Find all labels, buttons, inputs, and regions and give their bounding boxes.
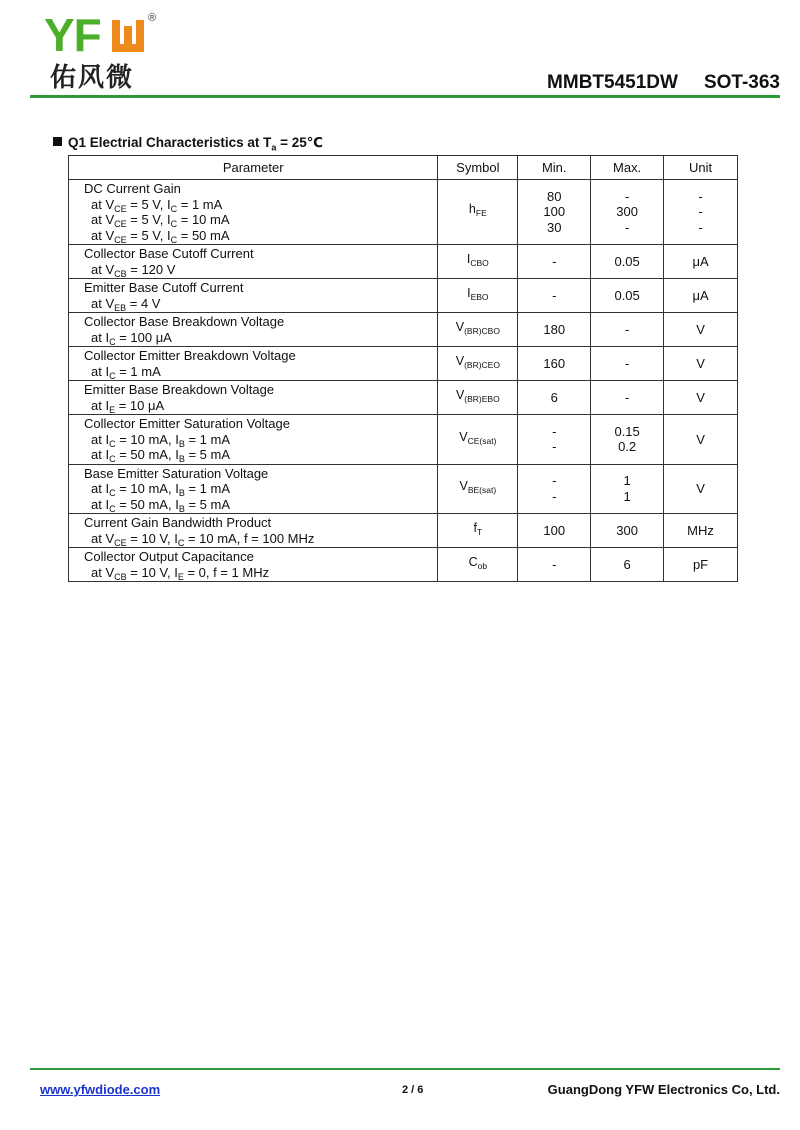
symbol-cell: $V_{CE(sat)}$: [438, 415, 518, 465]
parameter-condition: at $V_{CE} = 10$ V, $I_C = 10$ mA, f = 100 MHz: [91, 530, 315, 548]
parameter-condition: at $V_{CE} = 5$ V, $I_C = 10$ mA: [91, 212, 230, 229]
unit-value: V: [696, 481, 705, 496]
page-number: 2 / 6: [402, 1084, 424, 1096]
min-value: 100: [543, 204, 566, 220]
table-row: [69, 381, 738, 415]
unit-cell: [664, 514, 738, 548]
parameter-condition: at $V_{CE} = 5$ V, $I_C = 50$ mA: [91, 227, 230, 245]
unit-value: V: [696, 321, 705, 337]
header-divider: [30, 95, 780, 98]
parameter-name: Collector Output Capacitance: [84, 549, 254, 564]
max-value: 0.15: [614, 423, 640, 439]
min-cell: [518, 279, 591, 313]
max-value: -: [624, 321, 630, 337]
part-number: MMBT5451DW: [547, 72, 678, 93]
min-cell: [518, 415, 591, 465]
unit-cell: [664, 279, 738, 313]
parameter-name: Current Gain Bandwidth Product: [84, 515, 272, 530]
unit-cell: [664, 180, 738, 245]
max-cell: [591, 381, 664, 415]
unit-value: V: [696, 431, 705, 447]
symbol-cell: $V_{(BR)CEO}$: [438, 347, 518, 381]
max-value: 0.2: [618, 439, 637, 455]
unit-cell: [664, 415, 738, 465]
max-cell: [591, 415, 664, 465]
parameter-cell: [69, 464, 438, 514]
parameter-name: Emitter Base Breakdown Voltage: [84, 382, 275, 397]
min-value: 180: [543, 321, 566, 337]
max-value: -: [624, 355, 630, 371]
min-value: -: [552, 439, 557, 455]
max-cell: [591, 279, 664, 313]
unit-cell: [664, 347, 738, 381]
min-value: -: [552, 556, 557, 572]
min-cell: [518, 514, 591, 548]
min-cell: [518, 548, 591, 582]
parameter-cell: [69, 245, 438, 279]
min-cell: [518, 313, 591, 347]
parameter-name: Collector Base Breakdown Voltage: [84, 314, 285, 329]
parameter-condition: at $I_C = 1$ mA: [91, 363, 161, 381]
min-value: -: [552, 488, 557, 504]
max-cell: [591, 180, 664, 245]
parameter-name: Emitter Base Cutoff Current: [84, 280, 244, 295]
unit-value: -: [698, 219, 703, 235]
max-cell: [591, 245, 664, 279]
min-cell: [518, 245, 591, 279]
min-cell: [518, 464, 591, 514]
parameter-cell: [69, 313, 438, 347]
max-value: 300: [616, 522, 638, 538]
max-value: 1: [623, 488, 631, 504]
parameter-condition: at $I_C = 50$ mA, $I_B = 5$ mA: [91, 496, 230, 514]
unit-value: pF: [692, 556, 709, 572]
website-link[interactable]: www.yfwdiode.com: [40, 1082, 161, 1097]
max-value: -: [624, 188, 630, 204]
bullet-square-icon: [53, 137, 62, 146]
max-cell: [591, 514, 664, 548]
unit-cell: [664, 313, 738, 347]
company-logo: [44, 9, 174, 93]
logo-w-mark: [110, 20, 146, 54]
symbol-cell: $V_{(BR)CBO}$: [438, 313, 518, 347]
symbol-cell: $I_{EBO}$: [438, 279, 518, 313]
header-symbol: Symbol: [438, 156, 518, 180]
table-row: [69, 464, 738, 514]
max-cell: [591, 347, 664, 381]
parameter-name: Collector Emitter Saturation Voltage: [84, 416, 290, 431]
max-value: -: [624, 389, 630, 405]
min-value: 80: [547, 188, 562, 204]
parameter-condition: at $I_C = 10$ mA, $I_B = 1$ mA: [91, 481, 230, 498]
table-row: [69, 548, 738, 582]
max-value: 0.05: [614, 253, 640, 269]
parameter-condition: at $V_{CB} = 10$ V, $I_E = 0$, f = 1 MHz: [91, 564, 270, 582]
header-min: Min.: [518, 156, 591, 180]
symbol-cell: $f_T$: [438, 514, 518, 548]
symbol-cell: $I_{CBO}$: [438, 245, 518, 279]
min-cell: [518, 381, 591, 415]
parameter-name: Collector Emitter Breakdown Voltage: [84, 348, 296, 363]
unit-value: μA: [692, 253, 709, 269]
parameter-condition: at $I_C = 50$ mA, $I_B = 5$ mA: [91, 447, 230, 464]
header-unit: Unit: [664, 156, 738, 180]
unit-value: MHz: [687, 522, 714, 538]
symbol-cell: $V_{BE(sat)}$: [438, 464, 518, 514]
min-cell: [518, 347, 591, 381]
unit-cell: [664, 245, 738, 279]
min-value: 160: [543, 355, 566, 371]
unit-cell: [664, 381, 738, 415]
max-cell: [591, 464, 664, 514]
min-value: -: [552, 287, 557, 303]
parameter-cell: [69, 381, 438, 415]
unit-cell: [664, 548, 738, 582]
parameter-cell: [69, 415, 438, 465]
min-value: -: [552, 473, 557, 489]
header-parameter: Parameter: [69, 156, 438, 180]
unit-value: -: [698, 204, 703, 220]
table-body: [69, 180, 738, 582]
parameter-condition: at $V_{CB} = 120$ V: [91, 261, 176, 279]
parameter-condition: at $I_C = 10$ mA, $I_B = 1$ mA: [91, 431, 230, 449]
table-row: [69, 279, 738, 313]
max-value: 0.05: [614, 287, 640, 303]
footer-divider: [30, 1068, 780, 1070]
parameter-condition: at $V_{CE} = 5$ V, $I_C = 1$ mA: [91, 196, 223, 214]
unit-value: V: [696, 355, 705, 371]
table-row: [69, 180, 738, 245]
table-row: [69, 347, 738, 381]
header-max: Max.: [591, 156, 664, 180]
table-row: [69, 313, 738, 347]
unit-cell: [664, 464, 738, 514]
table-row: [69, 415, 738, 465]
max-value: -: [624, 219, 630, 235]
max-cell: [591, 548, 664, 582]
max-value: 1: [623, 473, 631, 489]
min-value: 30: [547, 219, 562, 235]
table-row: [69, 245, 738, 279]
min-value: 6: [550, 389, 558, 405]
min-value: -: [552, 253, 557, 269]
logo-letters: YF: [44, 9, 101, 61]
parameter-condition: at $I_C = 100$ μA: [91, 329, 172, 347]
parameter-cell: [69, 347, 438, 381]
parameter-condition: at $V_{EB} = 4$ V: [91, 295, 161, 313]
company-name: GuangDong YFW Electronics Co, Ltd.: [547, 1082, 780, 1097]
parameter-name: DC Current Gain: [84, 181, 181, 196]
symbol-cell: $h_{FE}$: [438, 180, 518, 245]
parameter-name: Base Emitter Saturation Voltage: [84, 465, 269, 481]
max-value: 300: [616, 204, 638, 220]
symbol-cell: $C_{ob}$: [438, 548, 518, 582]
parameter-cell: [69, 514, 438, 548]
parameter-name: Collector Base Cutoff Current: [84, 246, 254, 261]
max-cell: [591, 313, 664, 347]
min-cell: [518, 180, 591, 245]
registered-mark: ®: [148, 12, 157, 24]
max-value: 6: [623, 556, 631, 572]
logo-chinese-name: 佑风微: [50, 63, 135, 93]
parameter-condition: at $I_E = 10$ μA: [91, 397, 165, 415]
table-header-row: [69, 156, 738, 180]
parameter-cell: [69, 279, 438, 313]
min-value: -: [552, 423, 557, 439]
unit-value: V: [696, 389, 705, 405]
unit-value: μA: [692, 287, 709, 303]
symbol-cell: $V_{(BR)EBO}$: [438, 381, 518, 415]
parameter-cell: [69, 548, 438, 582]
document-title: [547, 72, 780, 94]
parameter-cell: [69, 180, 438, 245]
min-value: 100: [543, 522, 566, 538]
electrical-characteristics-table: [68, 155, 738, 582]
section-title: Q1 Electrial Characteristics at $T_a$ = 25℃: [53, 135, 323, 153]
table-row: [69, 514, 738, 548]
package-name: SOT-363: [703, 72, 780, 93]
unit-value: -: [698, 188, 703, 204]
